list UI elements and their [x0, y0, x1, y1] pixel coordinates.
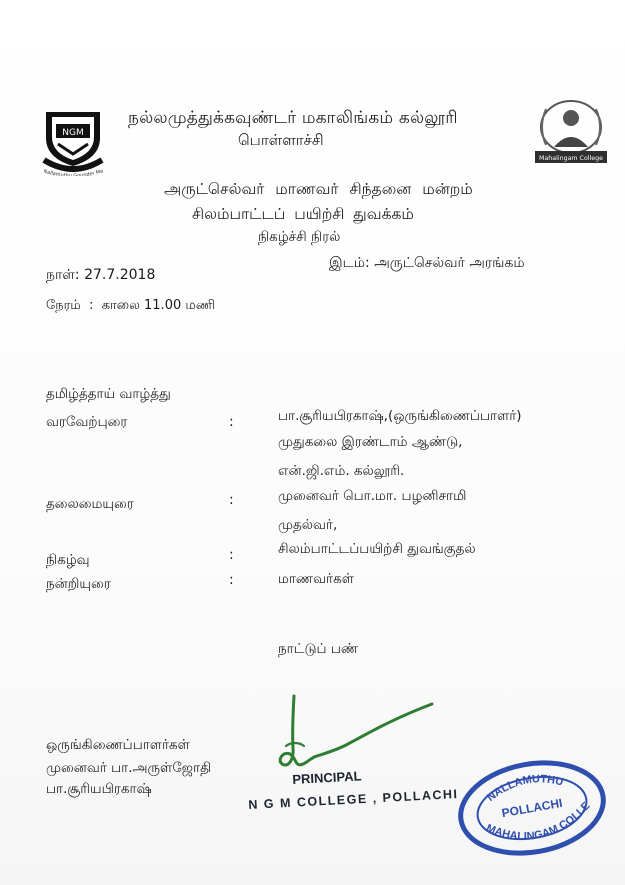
college-name-title: நல்லமுத்துக்கவுண்டர் மகாலிங்கம் கல்லூரி: [128, 108, 458, 128]
svg-text:Mahalingam College: Mahalingam College: [538, 155, 604, 162]
founder-portrait-emblem-right: [528, 97, 614, 167]
programme-item-welcome-line-1: பா.சூரியபிரகாஷ்,(ஒருங்கிணைப்பாளர்): [278, 408, 522, 424]
programme-item-vote-of-thanks-line-1: மாணவர்கள்: [278, 571, 354, 587]
college-crest-logo-left: [38, 106, 108, 176]
forum-name: அருட்செல்வர் மாணவர் சிந்தனை மன்றம்: [164, 180, 473, 198]
coordinator-name-2: பா.சூரியபிரகாஷ்: [46, 781, 152, 797]
venue-value: அருட்செல்வர் அரங்கம்: [374, 255, 525, 271]
principal-title: PRINCIPAL: [292, 768, 362, 787]
svg-text:POLLACHI: POLLACHI: [500, 795, 564, 821]
programme-item-event-line-1: சிலம்பாட்டப்பயிற்சி துவங்குதல்: [278, 541, 476, 557]
programme-closing-item: நாட்டுப் பண்: [278, 641, 359, 657]
programme-item-event-label: நிகழ்வு: [46, 552, 90, 568]
programme-item-vote-of-thanks-label: நன்றியுரை: [46, 576, 111, 592]
svg-text:Nallamuthu Gounder Mahalingam: Nallamuthu Gounder Ma: [42, 168, 105, 176]
time-label: நேரம்: [46, 298, 81, 313]
programme-item-colon: :: [229, 414, 234, 430]
college-location: பொள்ளாச்சி: [238, 131, 324, 149]
programme-item-welcome-line-3: என்.ஜி.எம். கல்லூரி.: [278, 463, 405, 479]
coordinators-heading: ஒருங்கிணைப்பாளர்கள்: [46, 737, 190, 753]
principal-college-name: N G M COLLEGE , POLLACHI: [248, 786, 459, 812]
venue-label: இடம்:: [329, 255, 370, 271]
programme-item-presidential-line-2: முதல்வர்,: [278, 517, 338, 533]
event-date: [46, 267, 155, 285]
date-label: நாள்:: [46, 267, 80, 283]
svg-text:MAHALINGAM COLLEGE: MAHALINGAM COLLEGE: [484, 799, 593, 843]
programme-item-welcome-label: வரவேற்புரை: [46, 414, 128, 430]
programme-item-colon: :: [229, 492, 234, 508]
programme-item-welcome-line-2: முதுகலை இரண்டாம் ஆண்டு,: [278, 434, 463, 450]
svg-text:NGM: NGM: [62, 128, 84, 138]
college-seal-stamp: [452, 752, 612, 864]
programme-item-presidential-line-1: முனைவர் பொ.மா. பழனிசாமி: [278, 488, 467, 504]
programme-heading: நிகழ்ச்சி நிரல்: [258, 229, 341, 245]
event-title: சிலம்பாட்டப் பயிற்சி துவக்கம்: [192, 205, 414, 223]
coordinator-name-1: முனைவர் பா.அருள்ஜோதி: [46, 760, 212, 776]
event-venue: [329, 255, 525, 273]
programme-item-colon: :: [229, 547, 234, 563]
programme-opening-item: தமிழ்த்தாய் வாழ்த்து: [46, 386, 171, 402]
event-time: நேரம் : காலை 11.00 மணி: [46, 298, 216, 313]
svg-text:NALLAMUTHU: NALLAMUTHU: [484, 773, 565, 804]
time-value: காலை 11.00 மணி: [101, 298, 216, 313]
date-value: 27.7.2018: [84, 267, 156, 283]
programme-item-presidential-label: தலைமையுரை: [46, 496, 134, 512]
programme-item-colon: :: [229, 572, 234, 588]
